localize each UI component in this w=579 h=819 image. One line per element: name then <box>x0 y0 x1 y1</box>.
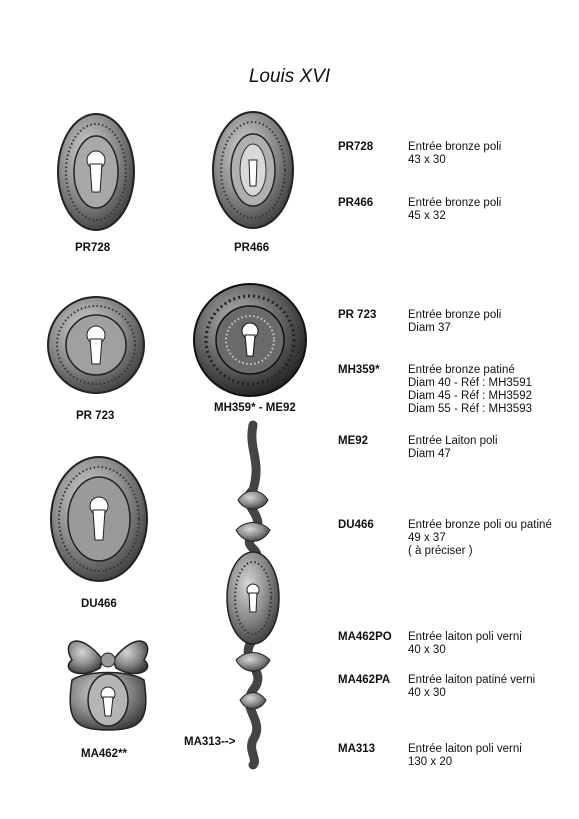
item-desc-du466: Entrée bronze poli ou patiné 49 x 37 ( à préciser ) <box>408 519 552 557</box>
caption-mh359-me92: MH359* - ME92 <box>214 402 296 414</box>
pr728-escutcheon-image <box>58 114 134 230</box>
caption-pr466: PR466 <box>234 242 270 254</box>
item-desc-pr728: Entrée bronze poli 43 x 30 <box>408 141 502 166</box>
caption-du466: DU466 <box>81 598 117 610</box>
item-desc-pr466: Entrée bronze poli 45 x 32 <box>408 197 502 222</box>
item-desc-ma313: Entrée laiton poli verni 130 x 20 <box>408 743 522 768</box>
item-code-ma462pa: MA462PA <box>338 674 391 686</box>
item-code-ma462po: MA462PO <box>338 631 392 643</box>
item-code-pr723: PR 723 <box>338 309 377 321</box>
pr723-escutcheon-image <box>48 297 144 393</box>
item-code-ma313: MA313 <box>338 743 376 755</box>
page-title: Louis XVI <box>248 66 331 87</box>
item-code-me92: ME92 <box>338 435 369 447</box>
item-desc-ma462po: Entrée laiton poli verni 40 x 30 <box>408 631 522 656</box>
caption-ma462: MA462** <box>81 748 128 760</box>
item-code-pr728: PR728 <box>338 141 374 153</box>
caption-ma313: MA313--> <box>184 736 236 748</box>
caption-pr728: PR728 <box>75 242 111 254</box>
item-desc-me92: Entrée Laiton poli Diam 47 <box>408 435 498 460</box>
ma313-escutcheon-image <box>227 425 279 765</box>
item-desc-ma462pa: Entrée laiton patiné verni 40 x 30 <box>408 674 536 699</box>
ma462-escutcheon-image <box>68 641 147 730</box>
item-desc-mh359: Entrée bronze patiné Diam 40 - Réf : MH3591 Diam 45 - Réf : MH3592 Diam 55 - Réf : MH3593 <box>408 364 532 415</box>
item-desc-pr723: Entrée bronze poli Diam 37 <box>408 309 502 334</box>
item-code-mh359: MH359* <box>338 364 380 376</box>
item-code-pr466: PR466 <box>338 197 374 209</box>
item-code-du466: DU466 <box>338 519 374 531</box>
caption-pr723: PR 723 <box>76 410 115 422</box>
du466-escutcheon-image <box>51 457 147 581</box>
mh359-me92-escutcheon-image <box>194 284 306 396</box>
pr466-escutcheon-image <box>213 112 293 228</box>
